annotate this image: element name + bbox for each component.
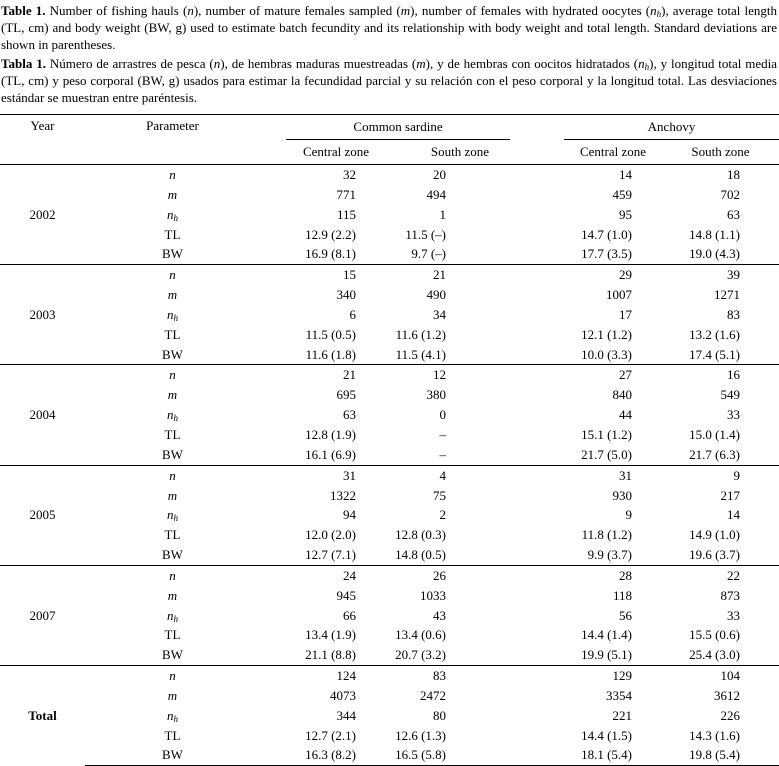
value-cell: 14.3 (1.6) xyxy=(689,727,740,743)
parameter-cell: n xyxy=(85,666,260,686)
parameter-cell: BW xyxy=(162,346,183,362)
value-cell: 9.9 (3.7) xyxy=(587,547,632,563)
value-cell: 1 xyxy=(439,206,446,222)
table-row xyxy=(0,645,779,665)
value-cell: 930 xyxy=(612,487,632,503)
table-row xyxy=(0,325,779,345)
parameter-cell: m xyxy=(167,287,178,303)
parameter-cell: TL xyxy=(164,527,181,543)
value-cell: 129 xyxy=(534,666,632,686)
value-cell: – xyxy=(439,426,446,442)
parameter-cell: TL xyxy=(164,727,181,743)
header-species-cell-1 xyxy=(534,115,779,141)
value-cell: 18 xyxy=(632,165,779,185)
table-row xyxy=(0,525,779,545)
value-cell: 9 xyxy=(632,465,779,485)
value-cell: 63 xyxy=(727,206,740,222)
value-cell: 19.0 (4.3) xyxy=(689,246,740,262)
parameter-cell: $n_h$ xyxy=(167,707,178,724)
value-cell: 118 xyxy=(612,587,632,603)
table-row xyxy=(0,185,779,205)
table-row xyxy=(0,425,779,445)
header-blank-year xyxy=(0,140,85,165)
value-cell: 2 xyxy=(439,507,446,523)
value-cell: 12.7 (2.1) xyxy=(305,727,356,743)
value-cell: 13.4 (0.6) xyxy=(395,627,446,643)
value-cell: 83 xyxy=(356,666,534,686)
parameter-cell: n xyxy=(85,465,260,485)
header-parameter: Parameter xyxy=(85,115,260,141)
table-row xyxy=(0,726,779,746)
parameter-cell: BW xyxy=(162,446,183,462)
value-cell: 14.8 (0.5) xyxy=(395,547,446,563)
value-cell: 11.5 (–) xyxy=(405,226,446,242)
table-row xyxy=(0,345,779,365)
table-row xyxy=(0,545,779,565)
value-cell: 14.7 (1.0) xyxy=(581,226,632,242)
value-cell: 19.6 (3.7) xyxy=(689,547,740,563)
value-cell: 9 xyxy=(625,507,632,523)
table-row xyxy=(0,445,779,465)
value-cell: 75 xyxy=(433,487,446,503)
value-cell: 94 xyxy=(343,507,356,523)
header-species-anchovy: Anchovy xyxy=(564,115,779,140)
value-cell: 3354 xyxy=(606,687,632,703)
value-cell: 22 xyxy=(632,565,779,585)
value-cell: 459 xyxy=(612,186,632,202)
table-row xyxy=(0,205,779,225)
header-species-sardine: Common sardine xyxy=(286,115,510,140)
value-cell: 13.2 (1.6) xyxy=(689,326,740,342)
value-cell: 12 xyxy=(356,365,534,385)
value-cell: 27 xyxy=(534,365,632,385)
value-cell: 226 xyxy=(720,707,740,723)
value-cell: 32 xyxy=(260,165,356,185)
table-row xyxy=(0,505,779,525)
year-cell: 2003 xyxy=(0,265,85,365)
header-species-cell-0 xyxy=(260,115,534,141)
table-row xyxy=(0,745,779,765)
header-zone-sardine-central: Central zone xyxy=(302,144,370,159)
value-cell: 344 xyxy=(336,707,356,723)
parameter-cell: BW xyxy=(162,547,183,563)
caption-english-label: Table 1. xyxy=(1,3,46,18)
value-cell: 11.5 (0.5) xyxy=(305,326,356,342)
value-cell: 95 xyxy=(619,206,632,222)
value-cell: 44 xyxy=(619,407,632,423)
header-zone-anchovy-south: South zone xyxy=(691,144,750,159)
value-cell: 340 xyxy=(336,287,356,303)
value-cell: 217 xyxy=(720,487,740,503)
value-cell: 28 xyxy=(534,565,632,585)
value-cell: 21.7 (6.3) xyxy=(689,446,740,462)
parameter-cell: m xyxy=(167,387,178,403)
data-table xyxy=(0,114,779,766)
value-cell: 11.5 (4.1) xyxy=(395,346,446,362)
value-cell: 549 xyxy=(720,387,740,403)
value-cell: 33 xyxy=(727,607,740,623)
value-cell: 33 xyxy=(727,407,740,423)
value-cell: 15 xyxy=(260,265,356,285)
value-cell: 21 xyxy=(260,365,356,385)
header-row-zones xyxy=(0,140,779,165)
value-cell: 14.4 (1.4) xyxy=(581,627,632,643)
caption-english xyxy=(0,2,779,53)
value-cell: 16.3 (8.2) xyxy=(260,745,356,765)
header-row-species xyxy=(0,115,779,141)
parameter-cell: n xyxy=(85,365,260,385)
value-cell: 63 xyxy=(343,407,356,423)
value-cell: 20.7 (3.2) xyxy=(395,647,446,663)
value-cell: 771 xyxy=(336,186,356,202)
value-cell: 12.9 (2.2) xyxy=(305,226,356,242)
value-cell: 16.5 (5.8) xyxy=(356,745,534,765)
table-row xyxy=(0,565,779,585)
value-cell: 12.6 (1.3) xyxy=(395,727,446,743)
value-cell: 16.9 (8.1) xyxy=(305,246,356,262)
caption-english-text: Number of fishing hauls (n), number of mature females sampled (m), number of females with hydrated oocytes $(n_h)$, average total length (TL, cm) and body weight (BW, g) used to estimate batch fecundity and its relationship with body weight and total length. Standard deviations are shown in parentheses. xyxy=(1,3,778,52)
value-cell: 83 xyxy=(727,306,740,322)
value-cell: 15.1 (1.2) xyxy=(581,426,632,442)
value-cell: 20 xyxy=(356,165,534,185)
value-cell: 31 xyxy=(260,465,356,485)
year-cell: 2007 xyxy=(0,565,85,665)
parameter-cell: TL xyxy=(164,326,181,342)
value-cell: 12.1 (1.2) xyxy=(581,326,632,342)
value-cell: 9.7 (–) xyxy=(411,246,446,262)
parameter-cell: BW xyxy=(162,647,183,663)
table-row xyxy=(0,305,779,325)
value-cell: 24 xyxy=(260,565,356,585)
value-cell: 66 xyxy=(343,607,356,623)
parameter-cell: m xyxy=(167,687,178,703)
value-cell: 1007 xyxy=(606,287,632,303)
header-zone-sardine-south: South zone xyxy=(430,144,490,159)
value-cell: 14.8 (1.1) xyxy=(689,226,740,242)
value-cell: 945 xyxy=(336,587,356,603)
value-cell: 1322 xyxy=(330,487,356,503)
value-cell: 873 xyxy=(720,587,740,603)
value-cell: 1033 xyxy=(420,587,446,603)
caption-spanish-label: Tabla 1. xyxy=(1,56,46,71)
value-cell: 13.4 (1.9) xyxy=(305,627,356,643)
value-cell: 12.8 (0.3) xyxy=(395,527,446,543)
parameter-cell: m xyxy=(167,487,178,503)
value-cell: 14.4 (1.5) xyxy=(581,727,632,743)
header-zone-anchovy-central: Central zone xyxy=(579,144,647,159)
table-row xyxy=(0,606,779,626)
parameter-cell: $n_h$ xyxy=(167,507,178,524)
caption-spanish xyxy=(0,55,779,106)
table-row xyxy=(0,365,779,385)
parameter-cell: $n_h$ xyxy=(167,306,178,323)
value-cell: 80 xyxy=(433,707,446,723)
parameter-cell: m xyxy=(167,186,178,202)
value-cell: 14 xyxy=(534,165,632,185)
table-row xyxy=(0,586,779,606)
value-cell: 695 xyxy=(336,387,356,403)
parameter-cell: n xyxy=(85,265,260,285)
value-cell: 16.1 (6.9) xyxy=(305,446,356,462)
table-row xyxy=(0,625,779,645)
parameter-cell: BW xyxy=(85,745,260,765)
value-cell: 104 xyxy=(632,666,779,686)
value-cell: 17.7 (3.5) xyxy=(581,246,632,262)
year-cell: Total xyxy=(0,666,85,766)
header-blank-param xyxy=(85,140,260,165)
value-cell: 4073 xyxy=(330,687,356,703)
value-cell: 6 xyxy=(349,306,356,322)
value-cell: 11.6 (1.2) xyxy=(395,326,446,342)
parameter-cell: $n_h$ xyxy=(167,407,178,424)
value-cell: 16 xyxy=(632,365,779,385)
year-cell: 2005 xyxy=(0,465,85,565)
value-cell: 10.0 (3.3) xyxy=(581,346,632,362)
value-cell: 4 xyxy=(356,465,534,485)
value-cell: 14.9 (1.0) xyxy=(689,527,740,543)
value-cell: 11.8 (1.2) xyxy=(581,527,632,543)
parameter-cell: TL xyxy=(164,627,181,643)
value-cell: 31 xyxy=(534,465,632,485)
parameter-cell: m xyxy=(167,587,178,603)
table-row xyxy=(0,686,779,706)
parameter-cell: TL xyxy=(164,226,181,242)
header-year: Year xyxy=(0,115,85,141)
table-row xyxy=(0,405,779,425)
parameter-cell: BW xyxy=(162,246,183,262)
value-cell: 702 xyxy=(720,186,740,202)
value-cell: 115 xyxy=(336,206,356,222)
table-row xyxy=(0,465,779,485)
table-row xyxy=(0,666,779,686)
value-cell: 19.9 (5.1) xyxy=(581,647,632,663)
value-cell: 19.8 (5.4) xyxy=(632,745,779,765)
table-row xyxy=(0,706,779,726)
value-cell: 21 xyxy=(356,265,534,285)
value-cell: 21.1 (8.8) xyxy=(305,647,356,663)
value-cell: 21.7 (5.0) xyxy=(581,446,632,462)
value-cell: 14 xyxy=(727,507,740,523)
value-cell: 39 xyxy=(632,265,779,285)
value-cell: 0 xyxy=(439,407,446,423)
value-cell: 43 xyxy=(433,607,446,623)
parameter-cell: n xyxy=(85,165,260,185)
table-row xyxy=(0,225,779,245)
table-row xyxy=(0,385,779,405)
table-row xyxy=(0,265,779,285)
value-cell: 1271 xyxy=(714,287,740,303)
value-cell: 12.8 (1.9) xyxy=(305,426,356,442)
table-row xyxy=(0,285,779,305)
parameter-cell: $n_h$ xyxy=(167,206,178,223)
value-cell: 15.5 (0.6) xyxy=(689,627,740,643)
value-cell: 380 xyxy=(426,387,446,403)
value-cell: 12.0 (2.0) xyxy=(305,527,356,543)
value-cell: 18.1 (5.4) xyxy=(534,745,632,765)
value-cell: 15.0 (1.4) xyxy=(689,426,740,442)
table-row xyxy=(0,244,779,264)
value-cell: 12.7 (7.1) xyxy=(305,547,356,563)
value-cell: 221 xyxy=(612,707,632,723)
year-cell: 2004 xyxy=(0,365,85,465)
caption-spanish-text: Número de arrastres de pesca (n), de hembras maduras muestreadas (m), y de hembras con oocitos hidratados $(n_h)$, y longitud total media (TL, cm) y peso corporal (BW, g) usados para estimar la fecundidad parcial y su relación con el peso corporal y la longitud total. Las desviaciones estándar se muestran entre paréntesis. xyxy=(1,56,777,105)
value-cell: 26 xyxy=(356,565,534,585)
parameter-cell: n xyxy=(85,565,260,585)
value-cell: 17.4 (5.1) xyxy=(689,346,740,362)
table-row xyxy=(0,486,779,506)
year-cell: 2002 xyxy=(0,165,85,265)
value-cell: 494 xyxy=(426,186,446,202)
value-cell: – xyxy=(439,446,446,462)
value-cell: 29 xyxy=(534,265,632,285)
value-cell: 3612 xyxy=(714,687,740,703)
value-cell: 124 xyxy=(260,666,356,686)
value-cell: 34 xyxy=(433,306,446,322)
parameter-cell: TL xyxy=(164,426,181,442)
value-cell: 840 xyxy=(612,387,632,403)
table-row xyxy=(0,165,779,185)
value-cell: 11.6 (1.8) xyxy=(305,346,356,362)
value-cell: 56 xyxy=(619,607,632,623)
parameter-cell: $n_h$ xyxy=(167,607,178,624)
value-cell: 2472 xyxy=(420,687,446,703)
value-cell: 490 xyxy=(426,287,446,303)
value-cell: 17 xyxy=(619,306,632,322)
value-cell: 25.4 (3.0) xyxy=(689,647,740,663)
